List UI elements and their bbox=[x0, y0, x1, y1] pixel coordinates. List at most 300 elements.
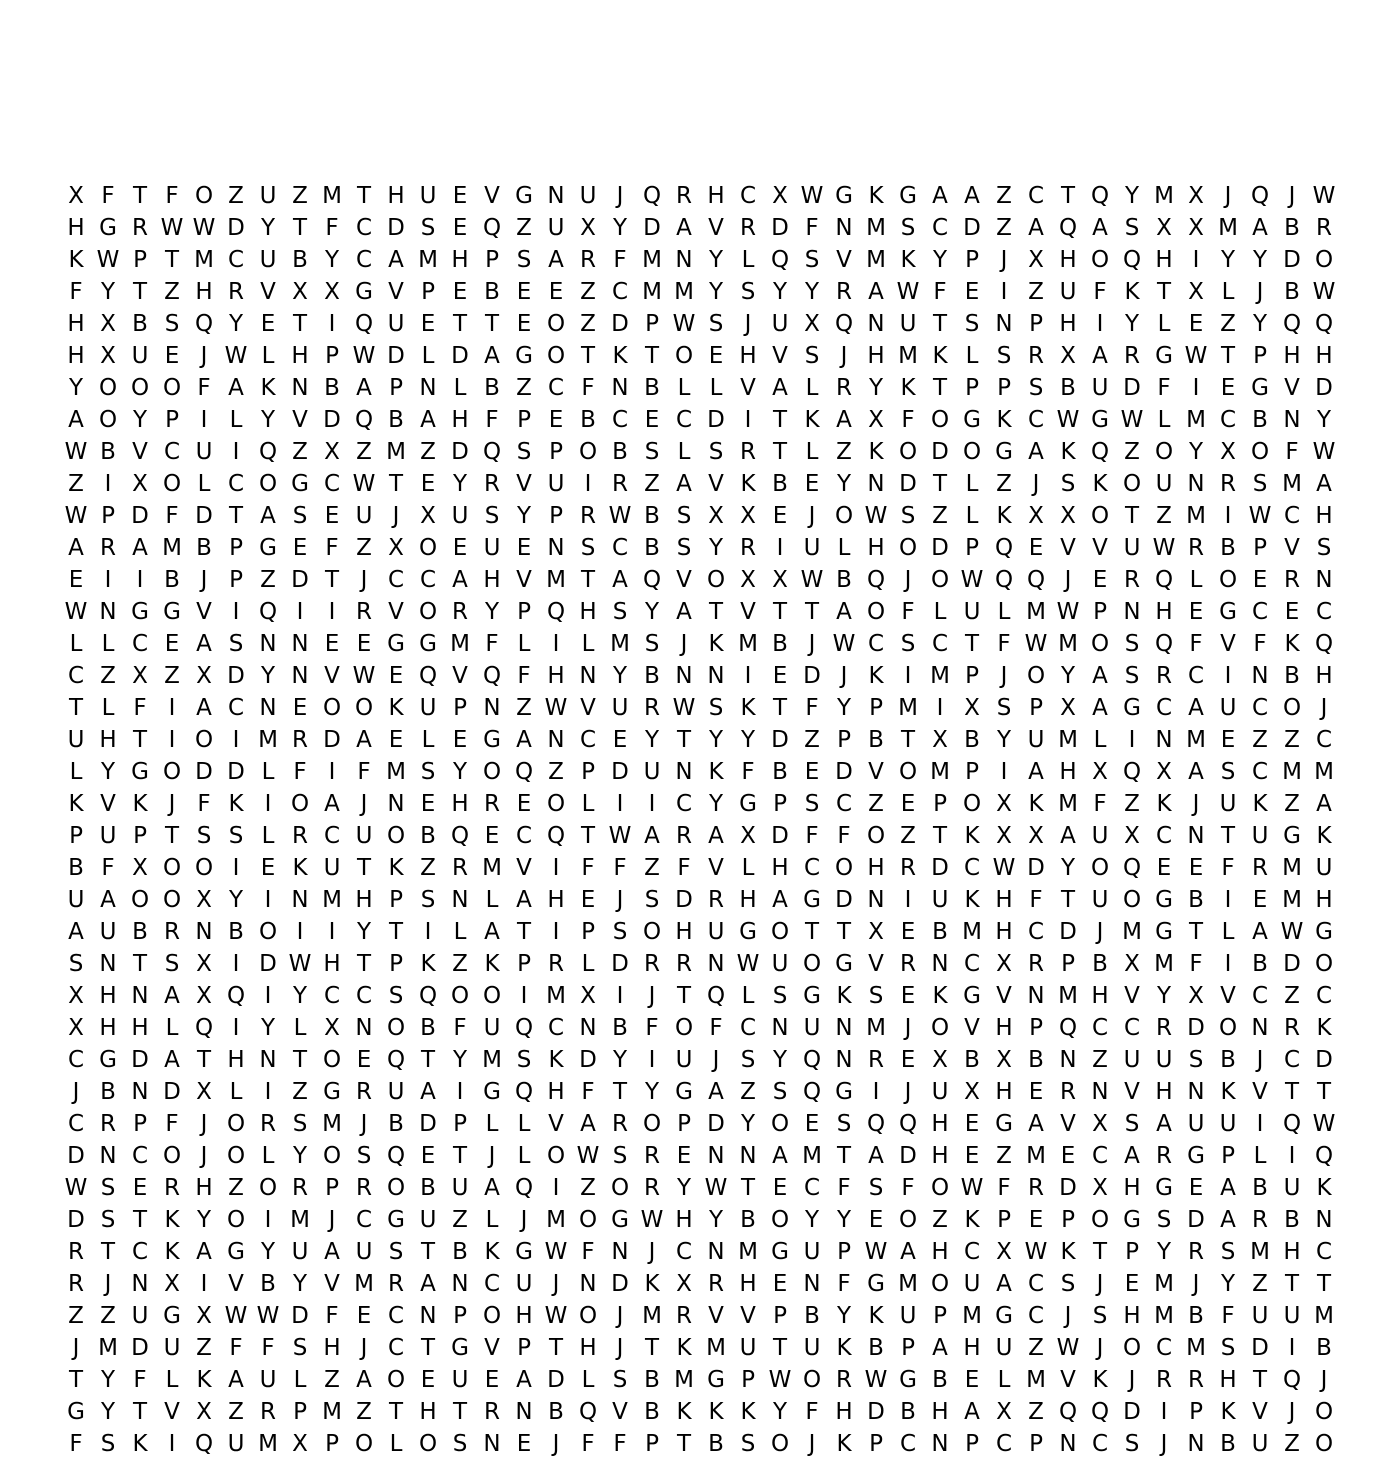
letter-cell[interactable]: N bbox=[1187, 823, 1205, 849]
letter-cell[interactable]: E bbox=[260, 311, 276, 337]
letter-cell[interactable]: P bbox=[517, 1335, 531, 1361]
letter-cell[interactable]: R bbox=[1028, 343, 1044, 369]
letter-cell[interactable]: I bbox=[232, 855, 240, 881]
letter-cell[interactable]: P bbox=[645, 1431, 659, 1457]
letter-cell[interactable]: L bbox=[261, 823, 275, 849]
letter-cell[interactable]: V bbox=[740, 599, 756, 625]
letter-cell[interactable]: N bbox=[547, 183, 565, 209]
letter-cell[interactable]: E bbox=[388, 663, 404, 689]
letter-cell[interactable]: R bbox=[612, 1111, 628, 1137]
letter-cell[interactable]: Z bbox=[292, 183, 308, 209]
letter-cell[interactable]: P bbox=[837, 727, 851, 753]
letter-cell[interactable]: F bbox=[837, 1271, 851, 1297]
letter-cell[interactable]: Q bbox=[1090, 1399, 1110, 1425]
letter-cell[interactable]: O bbox=[418, 1431, 438, 1457]
letter-cell[interactable]: T bbox=[420, 1047, 436, 1073]
letter-cell[interactable]: I bbox=[168, 1431, 176, 1457]
letter-cell[interactable]: Z bbox=[1252, 727, 1268, 753]
letter-cell[interactable]: C bbox=[355, 1207, 373, 1233]
letter-cell[interactable]: Y bbox=[292, 1143, 308, 1169]
letter-cell[interactable]: F bbox=[613, 247, 627, 273]
letter-cell[interactable]: F bbox=[613, 1431, 627, 1457]
letter-cell[interactable]: I bbox=[104, 471, 112, 497]
letter-cell[interactable]: J bbox=[808, 503, 816, 529]
letter-cell[interactable]: Z bbox=[164, 279, 180, 305]
letter-cell[interactable]: S bbox=[804, 791, 820, 817]
letter-cell[interactable]: Z bbox=[1028, 279, 1044, 305]
letter-cell[interactable]: T bbox=[356, 951, 372, 977]
letter-cell[interactable]: N bbox=[867, 311, 885, 337]
letter-cell[interactable]: H bbox=[1123, 1175, 1141, 1201]
letter-cell[interactable]: T bbox=[420, 1239, 436, 1265]
letter-cell[interactable]: G bbox=[515, 343, 533, 369]
letter-cell[interactable]: H bbox=[931, 1111, 949, 1137]
letter-cell[interactable]: S bbox=[100, 1207, 116, 1233]
letter-cell[interactable]: K bbox=[740, 471, 756, 497]
letter-cell[interactable]: U bbox=[1123, 1047, 1141, 1073]
letter-cell[interactable]: X bbox=[68, 1015, 84, 1041]
letter-cell[interactable]: K bbox=[1252, 791, 1268, 817]
letter-cell[interactable]: V bbox=[292, 407, 308, 433]
letter-cell[interactable]: X bbox=[324, 279, 340, 305]
letter-cell[interactable]: C bbox=[675, 407, 693, 433]
letter-cell[interactable]: X bbox=[996, 791, 1012, 817]
letter-cell[interactable]: J bbox=[552, 1431, 560, 1457]
letter-cell[interactable]: V bbox=[708, 471, 724, 497]
letter-cell[interactable]: O bbox=[1250, 439, 1270, 465]
letter-cell[interactable]: O bbox=[930, 1015, 950, 1041]
letter-cell[interactable]: L bbox=[101, 631, 115, 657]
letter-cell[interactable]: D bbox=[675, 887, 693, 913]
letter-cell[interactable]: L bbox=[453, 919, 467, 945]
letter-cell[interactable]: B bbox=[1252, 1175, 1268, 1201]
letter-cell[interactable]: H bbox=[1283, 1239, 1301, 1265]
letter-cell[interactable]: U bbox=[355, 823, 373, 849]
letter-cell[interactable]: A bbox=[1316, 471, 1332, 497]
letter-cell[interactable]: C bbox=[67, 1047, 85, 1073]
letter-cell[interactable]: U bbox=[131, 343, 149, 369]
letter-cell[interactable]: Z bbox=[932, 503, 948, 529]
letter-cell[interactable]: H bbox=[1155, 247, 1173, 273]
letter-cell[interactable]: L bbox=[197, 471, 211, 497]
letter-cell[interactable]: W bbox=[352, 343, 376, 369]
letter-cell[interactable]: R bbox=[292, 1175, 308, 1201]
letter-cell[interactable]: H bbox=[515, 1303, 533, 1329]
letter-cell[interactable]: C bbox=[963, 855, 981, 881]
letter-cell[interactable]: I bbox=[552, 631, 560, 657]
letter-cell[interactable]: P bbox=[997, 375, 1011, 401]
letter-cell[interactable]: W bbox=[640, 1207, 664, 1233]
letter-cell[interactable]: C bbox=[835, 791, 853, 817]
letter-cell[interactable]: O bbox=[386, 823, 406, 849]
letter-cell[interactable]: F bbox=[581, 855, 595, 881]
letter-cell[interactable]: E bbox=[324, 631, 340, 657]
letter-cell[interactable]: O bbox=[194, 855, 214, 881]
letter-cell[interactable]: U bbox=[259, 247, 277, 273]
letter-cell[interactable]: U bbox=[643, 759, 661, 785]
letter-cell[interactable]: M bbox=[706, 1335, 726, 1361]
letter-cell[interactable]: A bbox=[516, 887, 532, 913]
letter-cell[interactable]: U bbox=[323, 855, 341, 881]
letter-cell[interactable]: A bbox=[324, 1239, 340, 1265]
letter-cell[interactable]: A bbox=[452, 567, 468, 593]
letter-cell[interactable]: S bbox=[1220, 759, 1236, 785]
letter-cell[interactable]: G bbox=[1315, 919, 1333, 945]
letter-cell[interactable]: B bbox=[804, 1303, 820, 1329]
letter-cell[interactable]: E bbox=[900, 919, 916, 945]
letter-cell[interactable]: S bbox=[1220, 1335, 1236, 1361]
letter-cell[interactable]: X bbox=[964, 1079, 980, 1105]
letter-cell[interactable]: T bbox=[452, 1143, 468, 1169]
letter-cell[interactable]: Y bbox=[1156, 983, 1172, 1009]
letter-cell[interactable]: U bbox=[1283, 1303, 1301, 1329]
letter-cell[interactable]: M bbox=[1282, 471, 1302, 497]
letter-cell[interactable]: J bbox=[520, 1207, 528, 1233]
letter-cell[interactable]: X bbox=[1188, 983, 1204, 1009]
letter-cell[interactable]: U bbox=[1219, 695, 1237, 721]
letter-cell[interactable]: D bbox=[835, 887, 853, 913]
letter-cell[interactable]: J bbox=[360, 1335, 368, 1361]
letter-cell[interactable]: T bbox=[612, 1079, 628, 1105]
letter-cell[interactable]: J bbox=[1000, 247, 1008, 273]
letter-cell[interactable]: Z bbox=[644, 855, 660, 881]
letter-cell[interactable]: M bbox=[546, 983, 566, 1009]
letter-cell[interactable]: K bbox=[836, 983, 852, 1009]
letter-cell[interactable]: I bbox=[1128, 727, 1136, 753]
letter-cell[interactable]: E bbox=[580, 887, 596, 913]
letter-cell[interactable]: H bbox=[547, 887, 565, 913]
letter-cell[interactable]: P bbox=[325, 343, 339, 369]
letter-cell[interactable]: J bbox=[648, 983, 656, 1009]
letter-cell[interactable]: N bbox=[675, 247, 693, 273]
letter-cell[interactable]: K bbox=[132, 791, 148, 817]
letter-cell[interactable]: C bbox=[1027, 1271, 1045, 1297]
letter-cell[interactable]: W bbox=[800, 183, 824, 209]
letter-cell[interactable]: O bbox=[770, 1431, 790, 1457]
letter-cell[interactable]: D bbox=[291, 1303, 309, 1329]
letter-cell[interactable]: F bbox=[805, 215, 819, 241]
letter-cell[interactable]: S bbox=[708, 311, 724, 337]
letter-cell[interactable]: U bbox=[931, 1079, 949, 1105]
letter-cell[interactable]: C bbox=[323, 471, 341, 497]
letter-cell[interactable]: B bbox=[196, 535, 212, 561]
letter-cell[interactable]: Q bbox=[1250, 183, 1270, 209]
letter-cell[interactable]: O bbox=[674, 1015, 694, 1041]
letter-cell[interactable]: T bbox=[100, 1239, 116, 1265]
letter-cell[interactable]: N bbox=[771, 1015, 789, 1041]
letter-cell[interactable]: I bbox=[1096, 311, 1104, 337]
letter-cell[interactable]: Y bbox=[612, 215, 628, 241]
letter-cell[interactable]: P bbox=[677, 1111, 691, 1137]
letter-cell[interactable]: T bbox=[324, 567, 340, 593]
letter-cell[interactable]: Y bbox=[996, 727, 1012, 753]
letter-cell[interactable]: L bbox=[69, 759, 83, 785]
letter-cell[interactable]: K bbox=[164, 1239, 180, 1265]
letter-cell[interactable]: X bbox=[1092, 1175, 1108, 1201]
letter-cell[interactable]: O bbox=[898, 1207, 918, 1233]
letter-cell[interactable]: Y bbox=[836, 695, 852, 721]
letter-cell[interactable]: X bbox=[292, 279, 308, 305]
letter-cell[interactable]: O bbox=[1122, 887, 1142, 913]
letter-cell[interactable]: N bbox=[1315, 567, 1333, 593]
letter-cell[interactable]: N bbox=[99, 951, 117, 977]
letter-cell[interactable]: X bbox=[804, 311, 820, 337]
letter-cell[interactable]: E bbox=[1220, 727, 1236, 753]
letter-cell[interactable]: S bbox=[228, 823, 244, 849]
letter-cell[interactable]: C bbox=[931, 631, 949, 657]
letter-cell[interactable]: Y bbox=[644, 599, 660, 625]
letter-cell[interactable]: B bbox=[292, 247, 308, 273]
letter-cell[interactable]: D bbox=[291, 567, 309, 593]
letter-cell[interactable]: W bbox=[1312, 183, 1336, 209]
letter-cell[interactable]: N bbox=[547, 727, 565, 753]
letter-cell[interactable]: J bbox=[1320, 695, 1328, 721]
letter-cell[interactable]: R bbox=[836, 1367, 852, 1393]
letter-cell[interactable]: R bbox=[228, 279, 244, 305]
letter-cell[interactable]: W bbox=[672, 695, 696, 721]
letter-cell[interactable]: P bbox=[965, 1431, 979, 1457]
letter-cell[interactable]: O bbox=[898, 439, 918, 465]
letter-cell[interactable]: D bbox=[611, 1271, 629, 1297]
letter-cell[interactable]: F bbox=[197, 375, 211, 401]
letter-cell[interactable]: R bbox=[452, 855, 468, 881]
letter-cell[interactable]: V bbox=[1124, 1079, 1140, 1105]
letter-cell[interactable]: X bbox=[196, 1399, 212, 1425]
letter-cell[interactable]: R bbox=[1252, 1207, 1268, 1233]
letter-cell[interactable]: B bbox=[132, 311, 148, 337]
letter-cell[interactable]: F bbox=[357, 759, 371, 785]
letter-cell[interactable]: I bbox=[744, 663, 752, 689]
letter-cell[interactable]: C bbox=[1315, 599, 1333, 625]
letter-cell[interactable]: F bbox=[805, 1399, 819, 1425]
letter-cell[interactable]: A bbox=[1028, 215, 1044, 241]
letter-cell[interactable]: N bbox=[1123, 599, 1141, 625]
letter-cell[interactable]: A bbox=[932, 1335, 948, 1361]
letter-cell[interactable]: J bbox=[200, 1111, 208, 1137]
letter-cell[interactable]: R bbox=[1124, 567, 1140, 593]
letter-cell[interactable]: T bbox=[772, 439, 788, 465]
letter-cell[interactable]: Z bbox=[260, 567, 276, 593]
letter-cell[interactable]: K bbox=[1092, 1367, 1108, 1393]
letter-cell[interactable]: K bbox=[1060, 1239, 1076, 1265]
letter-cell[interactable]: E bbox=[1156, 855, 1172, 881]
letter-cell[interactable]: P bbox=[325, 1175, 339, 1201]
letter-cell[interactable]: X bbox=[1060, 503, 1076, 529]
letter-cell[interactable]: Q bbox=[258, 599, 278, 625]
letter-cell[interactable]: L bbox=[261, 343, 275, 369]
letter-cell[interactable]: A bbox=[100, 887, 116, 913]
letter-cell[interactable]: S bbox=[1124, 1111, 1140, 1137]
letter-cell[interactable]: W bbox=[896, 279, 920, 305]
letter-cell[interactable]: Z bbox=[100, 1303, 116, 1329]
letter-cell[interactable]: W bbox=[864, 503, 888, 529]
letter-cell[interactable]: P bbox=[133, 823, 147, 849]
letter-cell[interactable]: S bbox=[68, 951, 84, 977]
letter-cell[interactable]: S bbox=[292, 1335, 308, 1361]
letter-cell[interactable]: C bbox=[419, 567, 437, 593]
letter-cell[interactable]: J bbox=[1192, 791, 1200, 817]
letter-cell[interactable]: J bbox=[488, 1143, 496, 1169]
letter-cell[interactable]: T bbox=[132, 1207, 148, 1233]
letter-cell[interactable]: K bbox=[708, 1399, 724, 1425]
letter-cell[interactable]: H bbox=[931, 1399, 949, 1425]
letter-cell[interactable]: U bbox=[803, 1239, 821, 1265]
letter-cell[interactable]: N bbox=[1155, 727, 1173, 753]
letter-cell[interactable]: D bbox=[707, 407, 725, 433]
letter-cell[interactable]: N bbox=[835, 1015, 853, 1041]
letter-cell[interactable]: Y bbox=[708, 247, 724, 273]
letter-cell[interactable]: V bbox=[996, 983, 1012, 1009]
letter-cell[interactable]: O bbox=[834, 503, 854, 529]
letter-cell[interactable]: N bbox=[739, 1143, 757, 1169]
letter-cell[interactable]: L bbox=[69, 631, 83, 657]
letter-cell[interactable]: Q bbox=[482, 663, 502, 689]
letter-cell[interactable]: U bbox=[963, 599, 981, 625]
letter-cell[interactable]: H bbox=[867, 855, 885, 881]
letter-cell[interactable]: A bbox=[1092, 343, 1108, 369]
letter-cell[interactable]: E bbox=[292, 535, 308, 561]
letter-cell[interactable]: P bbox=[869, 695, 883, 721]
letter-cell[interactable]: X bbox=[1124, 823, 1140, 849]
letter-cell[interactable]: O bbox=[962, 439, 982, 465]
letter-cell[interactable]: X bbox=[772, 183, 788, 209]
letter-cell[interactable]: B bbox=[1284, 215, 1300, 241]
letter-cell[interactable]: A bbox=[516, 1367, 532, 1393]
letter-cell[interactable]: F bbox=[485, 631, 499, 657]
letter-cell[interactable]: N bbox=[131, 983, 149, 1009]
letter-cell[interactable]: A bbox=[420, 1271, 436, 1297]
letter-cell[interactable]: D bbox=[323, 407, 341, 433]
letter-cell[interactable]: O bbox=[770, 1207, 790, 1233]
letter-cell[interactable]: T bbox=[1284, 1079, 1300, 1105]
letter-cell[interactable]: O bbox=[578, 439, 598, 465]
letter-cell[interactable]: P bbox=[133, 1111, 147, 1137]
letter-cell[interactable]: S bbox=[1060, 471, 1076, 497]
letter-cell[interactable]: K bbox=[932, 983, 948, 1009]
letter-cell[interactable]: U bbox=[515, 1271, 533, 1297]
letter-cell[interactable]: A bbox=[164, 1047, 180, 1073]
letter-cell[interactable]: T bbox=[772, 407, 788, 433]
letter-cell[interactable]: I bbox=[168, 727, 176, 753]
letter-cell[interactable]: O bbox=[642, 1111, 662, 1137]
letter-cell[interactable]: F bbox=[69, 1431, 83, 1457]
letter-cell[interactable]: U bbox=[291, 1239, 309, 1265]
letter-cell[interactable]: L bbox=[101, 695, 115, 721]
letter-cell[interactable]: I bbox=[296, 919, 304, 945]
letter-cell[interactable]: W bbox=[960, 567, 984, 593]
letter-cell[interactable]: L bbox=[261, 1143, 275, 1169]
letter-cell[interactable]: M bbox=[1186, 503, 1206, 529]
letter-cell[interactable]: T bbox=[804, 599, 820, 625]
letter-cell[interactable]: P bbox=[1189, 1399, 1203, 1425]
letter-cell[interactable]: J bbox=[1192, 1271, 1200, 1297]
letter-cell[interactable]: X bbox=[1092, 1111, 1108, 1137]
letter-cell[interactable]: V bbox=[484, 1335, 500, 1361]
letter-cell[interactable]: C bbox=[1091, 1015, 1109, 1041]
letter-cell[interactable]: Y bbox=[1316, 407, 1332, 433]
letter-cell[interactable]: M bbox=[962, 1303, 982, 1329]
letter-cell[interactable]: M bbox=[1122, 919, 1142, 945]
letter-cell[interactable]: G bbox=[835, 183, 853, 209]
letter-cell[interactable]: F bbox=[837, 823, 851, 849]
letter-cell[interactable]: A bbox=[964, 1399, 980, 1425]
letter-cell[interactable]: E bbox=[356, 1303, 372, 1329]
letter-cell[interactable]: U bbox=[1091, 823, 1109, 849]
letter-cell[interactable]: E bbox=[356, 631, 372, 657]
letter-cell[interactable]: A bbox=[324, 791, 340, 817]
letter-cell[interactable]: M bbox=[1314, 1303, 1334, 1329]
letter-cell[interactable]: M bbox=[546, 1207, 566, 1233]
letter-cell[interactable]: X bbox=[324, 439, 340, 465]
letter-cell[interactable]: Q bbox=[546, 599, 566, 625]
letter-cell[interactable]: X bbox=[196, 983, 212, 1009]
letter-cell[interactable]: U bbox=[387, 1079, 405, 1105]
letter-cell[interactable]: A bbox=[676, 215, 692, 241]
letter-cell[interactable]: T bbox=[932, 311, 948, 337]
letter-cell[interactable]: D bbox=[1315, 1047, 1333, 1073]
letter-cell[interactable]: C bbox=[803, 855, 821, 881]
letter-cell[interactable]: Q bbox=[642, 183, 662, 209]
letter-cell[interactable]: E bbox=[388, 727, 404, 753]
letter-cell[interactable]: O bbox=[642, 919, 662, 945]
letter-cell[interactable]: V bbox=[1252, 1079, 1268, 1105]
letter-cell[interactable]: Q bbox=[1058, 215, 1078, 241]
letter-cell[interactable]: A bbox=[356, 1367, 372, 1393]
letter-cell[interactable]: S bbox=[420, 887, 436, 913]
letter-cell[interactable]: L bbox=[453, 375, 467, 401]
letter-cell[interactable]: Y bbox=[676, 1175, 692, 1201]
letter-cell[interactable]: E bbox=[772, 1175, 788, 1201]
letter-cell[interactable]: V bbox=[452, 663, 468, 689]
letter-cell[interactable]: Y bbox=[1124, 183, 1140, 209]
letter-cell[interactable]: E bbox=[420, 1143, 436, 1169]
letter-cell[interactable]: X bbox=[964, 695, 980, 721]
letter-cell[interactable]: I bbox=[1224, 951, 1232, 977]
letter-cell[interactable]: C bbox=[1219, 407, 1237, 433]
letter-cell[interactable]: W bbox=[1056, 1335, 1080, 1361]
letter-cell[interactable]: M bbox=[866, 247, 886, 273]
letter-cell[interactable]: F bbox=[805, 823, 819, 849]
letter-cell[interactable]: R bbox=[708, 887, 724, 913]
letter-cell[interactable]: K bbox=[1028, 791, 1044, 817]
letter-cell[interactable]: K bbox=[164, 1207, 180, 1233]
letter-cell[interactable]: U bbox=[1155, 471, 1173, 497]
letter-cell[interactable]: N bbox=[579, 663, 597, 689]
letter-cell[interactable]: P bbox=[421, 279, 435, 305]
letter-cell[interactable]: F bbox=[261, 1335, 275, 1361]
letter-cell[interactable]: Y bbox=[708, 279, 724, 305]
letter-cell[interactable]: B bbox=[420, 1015, 436, 1041]
letter-cell[interactable]: I bbox=[872, 1079, 880, 1105]
letter-cell[interactable]: N bbox=[835, 1047, 853, 1073]
letter-cell[interactable]: N bbox=[387, 791, 405, 817]
letter-cell[interactable]: K bbox=[996, 503, 1012, 529]
letter-cell[interactable]: M bbox=[1282, 855, 1302, 881]
letter-cell[interactable]: S bbox=[388, 983, 404, 1009]
letter-cell[interactable]: R bbox=[676, 823, 692, 849]
letter-cell[interactable]: O bbox=[1154, 439, 1174, 465]
letter-cell[interactable]: E bbox=[804, 471, 820, 497]
letter-cell[interactable]: N bbox=[259, 1047, 277, 1073]
letter-cell[interactable]: C bbox=[963, 951, 981, 977]
letter-cell[interactable]: E bbox=[324, 503, 340, 529]
letter-cell[interactable]: Q bbox=[386, 1047, 406, 1073]
letter-cell[interactable]: Z bbox=[804, 727, 820, 753]
letter-cell[interactable]: E bbox=[1028, 535, 1044, 561]
letter-cell[interactable]: A bbox=[196, 631, 212, 657]
letter-cell[interactable]: Q bbox=[194, 311, 214, 337]
letter-cell[interactable]: P bbox=[1029, 1431, 1043, 1457]
